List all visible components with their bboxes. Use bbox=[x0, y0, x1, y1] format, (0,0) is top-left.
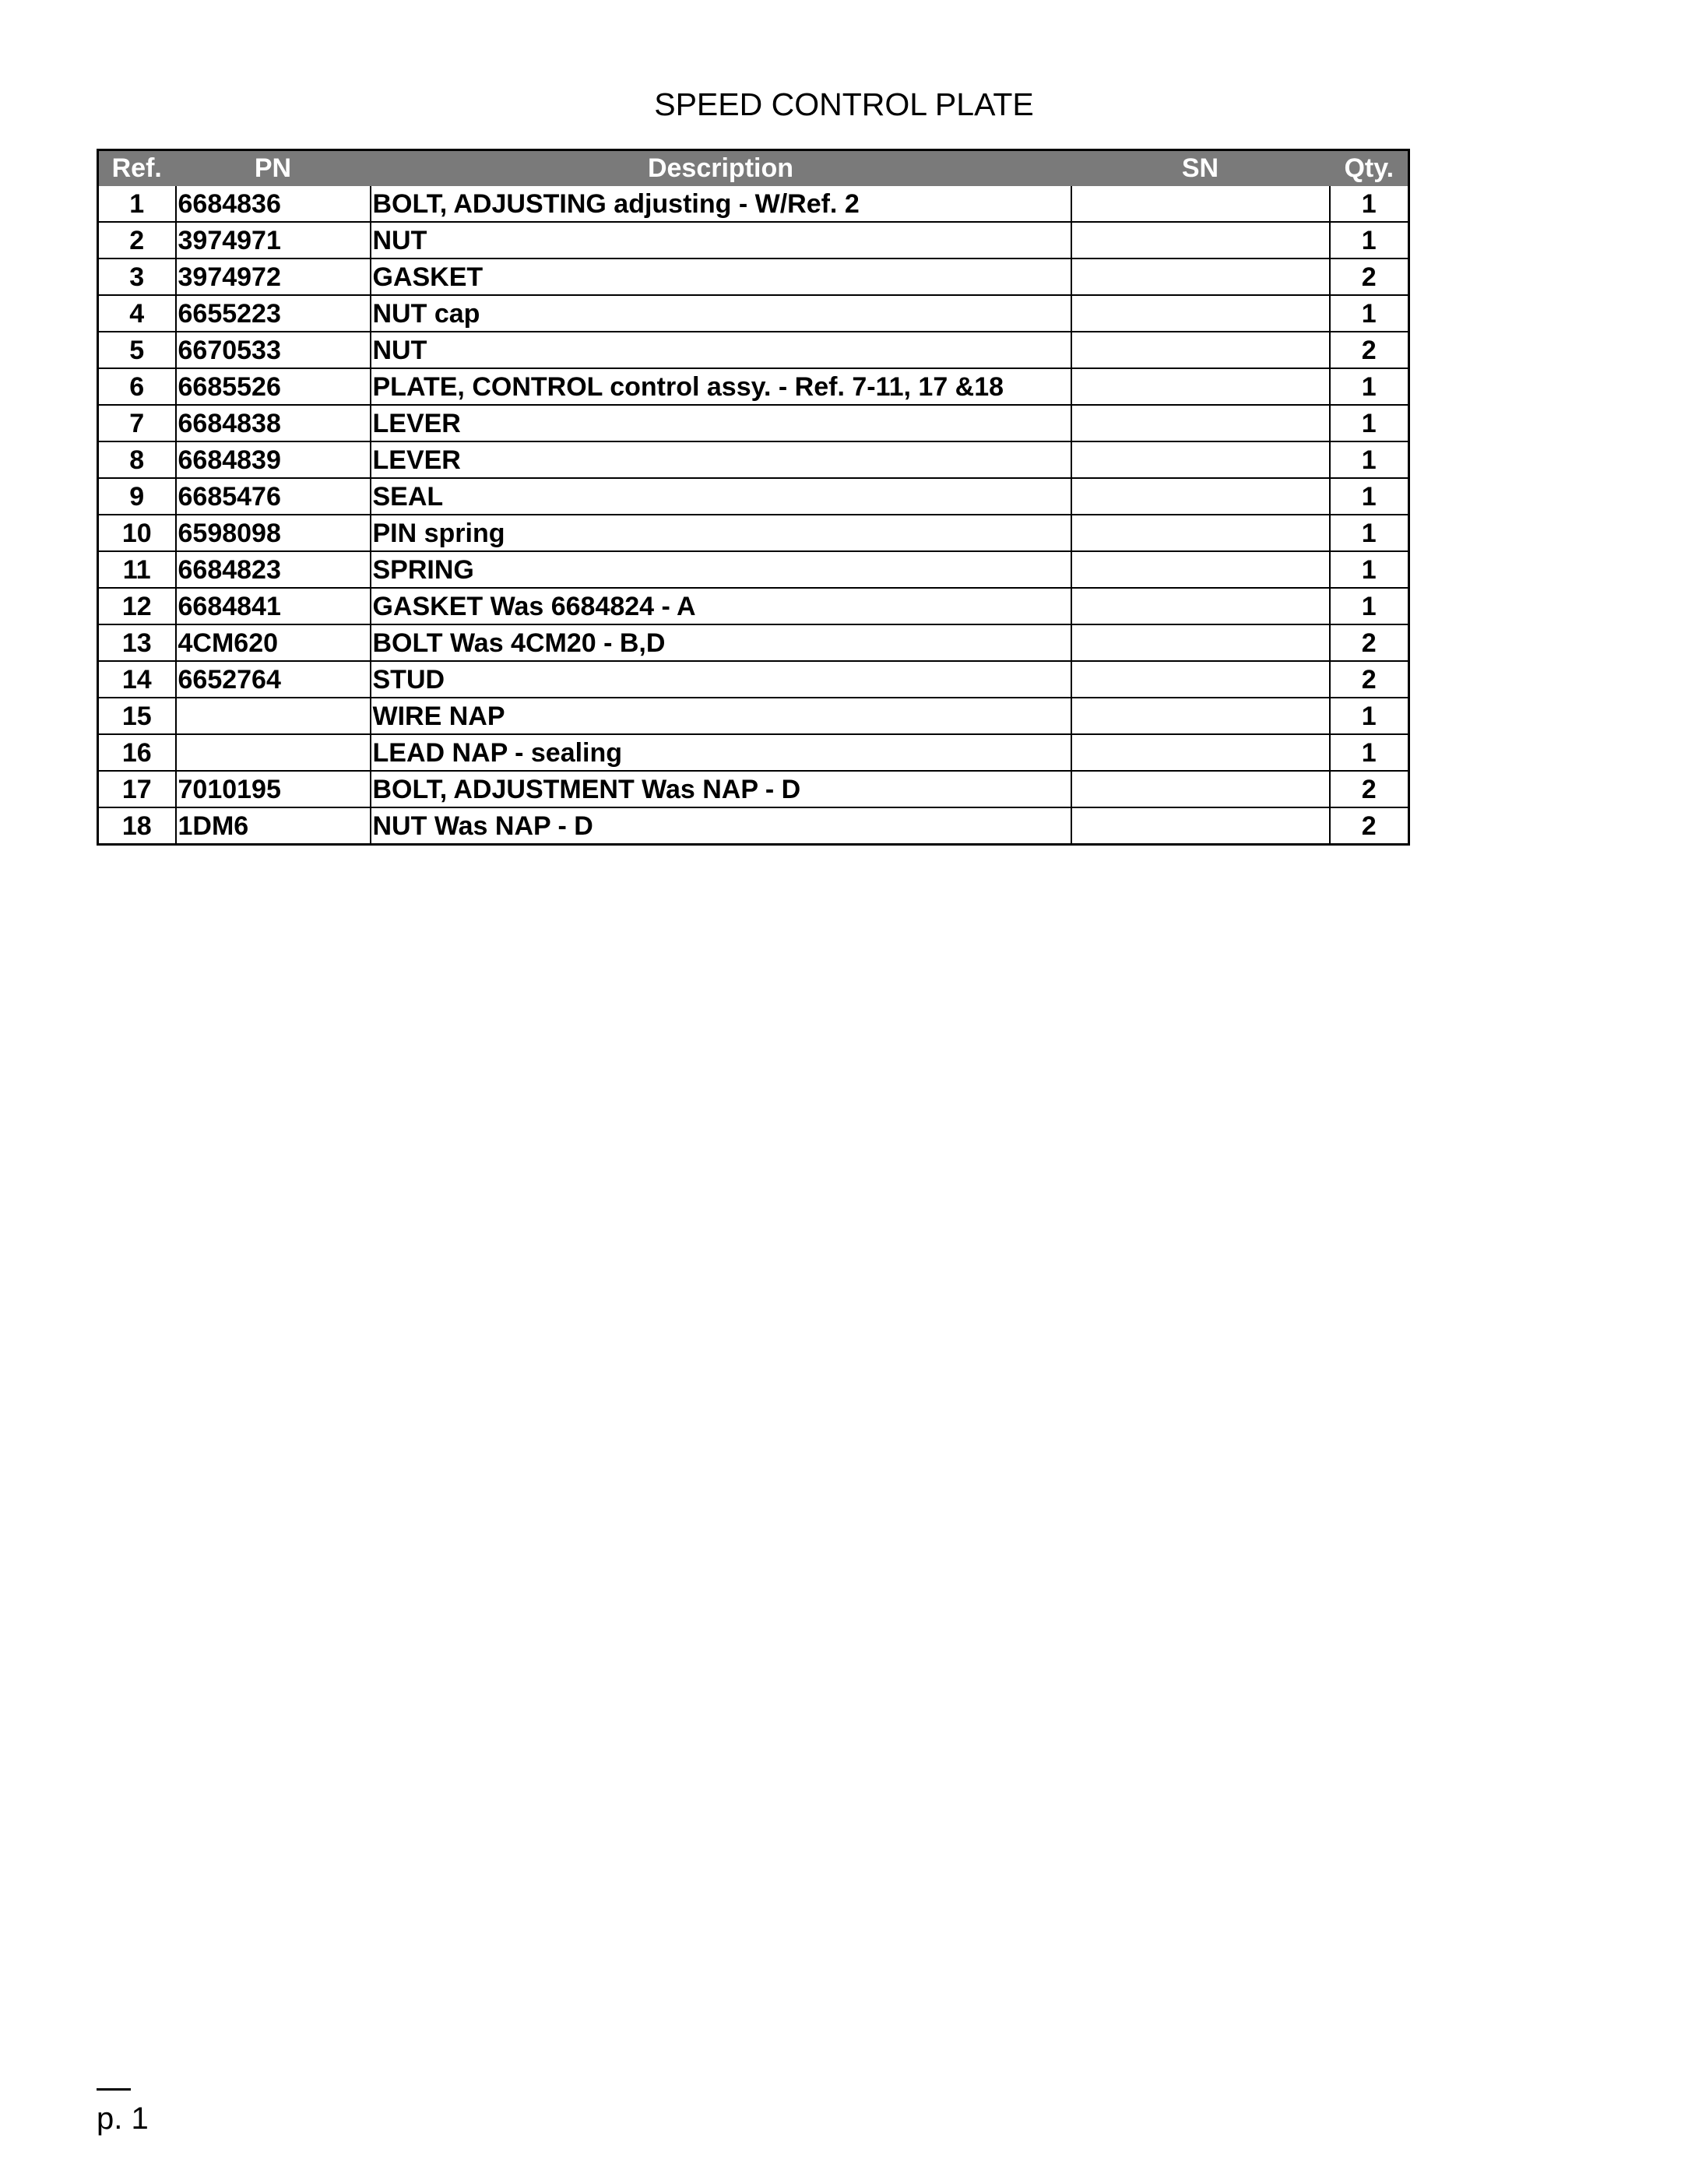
cell-ref: 10 bbox=[98, 515, 176, 551]
footer-rule bbox=[97, 2088, 131, 2091]
cell-qty: 1 bbox=[1330, 441, 1409, 478]
cell-description: PIN spring bbox=[371, 515, 1071, 551]
cell-description: WIRE NAP bbox=[371, 698, 1071, 734]
cell-pn: 6684839 bbox=[176, 441, 371, 478]
parts-table-body bbox=[98, 185, 1409, 845]
cell-qty: 1 bbox=[1330, 222, 1409, 258]
page-number: p. 1 bbox=[97, 2101, 149, 2136]
table-row bbox=[98, 295, 1409, 332]
cell-description: BOLT Was 4CM20 - B,D bbox=[371, 624, 1071, 661]
table-row bbox=[98, 734, 1409, 771]
cell-sn bbox=[1071, 441, 1330, 478]
cell-description: BOLT, ADJUSTING adjusting - W/Ref. 2 bbox=[371, 185, 1071, 222]
cell-description: LEVER bbox=[371, 405, 1071, 441]
cell-qty: 2 bbox=[1330, 807, 1409, 845]
cell-description: STUD bbox=[371, 661, 1071, 698]
cell-sn bbox=[1071, 332, 1330, 368]
cell-ref: 3 bbox=[98, 258, 176, 295]
table-header-row bbox=[98, 150, 1409, 186]
table-row bbox=[98, 332, 1409, 368]
cell-description: LEAD NAP - sealing bbox=[371, 734, 1071, 771]
cell-pn bbox=[176, 734, 371, 771]
cell-sn bbox=[1071, 734, 1330, 771]
parts-table bbox=[97, 149, 1410, 846]
cell-qty: 1 bbox=[1330, 185, 1409, 222]
cell-description: GASKET bbox=[371, 258, 1071, 295]
cell-ref: 17 bbox=[98, 771, 176, 807]
table-row bbox=[98, 588, 1409, 624]
cell-ref: 15 bbox=[98, 698, 176, 734]
table-row bbox=[98, 258, 1409, 295]
table-row bbox=[98, 624, 1409, 661]
header-pn: PN bbox=[176, 150, 371, 186]
cell-description: SEAL bbox=[371, 478, 1071, 515]
cell-pn: 6684838 bbox=[176, 405, 371, 441]
cell-qty: 2 bbox=[1330, 258, 1409, 295]
cell-pn: 1DM6 bbox=[176, 807, 371, 845]
cell-ref: 4 bbox=[98, 295, 176, 332]
cell-description: NUT cap bbox=[371, 295, 1071, 332]
cell-qty: 1 bbox=[1330, 295, 1409, 332]
cell-qty: 1 bbox=[1330, 405, 1409, 441]
header-ref: Ref. bbox=[98, 150, 176, 186]
cell-sn bbox=[1071, 222, 1330, 258]
cell-ref: 11 bbox=[98, 551, 176, 588]
cell-sn bbox=[1071, 368, 1330, 405]
table-row bbox=[98, 405, 1409, 441]
cell-pn: 3974972 bbox=[176, 258, 371, 295]
table-row bbox=[98, 551, 1409, 588]
table-row bbox=[98, 368, 1409, 405]
cell-pn: 6655223 bbox=[176, 295, 371, 332]
cell-ref: 9 bbox=[98, 478, 176, 515]
cell-description: LEVER bbox=[371, 441, 1071, 478]
cell-pn: 4CM620 bbox=[176, 624, 371, 661]
cell-ref: 18 bbox=[98, 807, 176, 845]
cell-ref: 1 bbox=[98, 185, 176, 222]
cell-qty: 1 bbox=[1330, 551, 1409, 588]
cell-ref: 2 bbox=[98, 222, 176, 258]
cell-sn bbox=[1071, 807, 1330, 845]
table-row bbox=[98, 441, 1409, 478]
cell-pn bbox=[176, 698, 371, 734]
cell-description: BOLT, ADJUSTMENT Was NAP - D bbox=[371, 771, 1071, 807]
cell-pn: 6598098 bbox=[176, 515, 371, 551]
cell-ref: 6 bbox=[98, 368, 176, 405]
cell-description: NUT bbox=[371, 332, 1071, 368]
cell-pn: 6684841 bbox=[176, 588, 371, 624]
cell-qty: 2 bbox=[1330, 624, 1409, 661]
cell-pn: 3974971 bbox=[176, 222, 371, 258]
cell-ref: 13 bbox=[98, 624, 176, 661]
cell-ref: 14 bbox=[98, 661, 176, 698]
cell-ref: 7 bbox=[98, 405, 176, 441]
cell-qty: 2 bbox=[1330, 332, 1409, 368]
cell-sn bbox=[1071, 661, 1330, 698]
cell-sn bbox=[1071, 698, 1330, 734]
cell-sn bbox=[1071, 771, 1330, 807]
header-description: Description bbox=[371, 150, 1071, 186]
table-row bbox=[98, 807, 1409, 845]
table-row bbox=[98, 222, 1409, 258]
cell-ref: 5 bbox=[98, 332, 176, 368]
cell-description: GASKET Was 6684824 - A bbox=[371, 588, 1071, 624]
cell-description: PLATE, CONTROL control assy. - Ref. 7-11, 17 &18 bbox=[371, 368, 1071, 405]
cell-qty: 1 bbox=[1330, 478, 1409, 515]
cell-description: NUT Was NAP - D bbox=[371, 807, 1071, 845]
cell-qty: 1 bbox=[1330, 368, 1409, 405]
cell-sn bbox=[1071, 515, 1330, 551]
cell-sn bbox=[1071, 551, 1330, 588]
table-row bbox=[98, 185, 1409, 222]
cell-qty: 2 bbox=[1330, 771, 1409, 807]
cell-qty: 2 bbox=[1330, 661, 1409, 698]
cell-description: NUT bbox=[371, 222, 1071, 258]
cell-pn: 7010195 bbox=[176, 771, 371, 807]
cell-qty: 1 bbox=[1330, 734, 1409, 771]
cell-pn: 6685476 bbox=[176, 478, 371, 515]
header-qty: Qty. bbox=[1330, 150, 1409, 186]
cell-pn: 6652764 bbox=[176, 661, 371, 698]
cell-qty: 1 bbox=[1330, 588, 1409, 624]
table-row bbox=[98, 698, 1409, 734]
table-row bbox=[98, 478, 1409, 515]
cell-sn bbox=[1071, 478, 1330, 515]
cell-pn: 6684836 bbox=[176, 185, 371, 222]
cell-sn bbox=[1071, 185, 1330, 222]
header-sn: SN bbox=[1071, 150, 1330, 186]
table-row bbox=[98, 771, 1409, 807]
cell-ref: 16 bbox=[98, 734, 176, 771]
cell-qty: 1 bbox=[1330, 698, 1409, 734]
cell-sn bbox=[1071, 588, 1330, 624]
page-title: SPEED CONTROL PLATE bbox=[654, 86, 1034, 122]
cell-sn bbox=[1071, 258, 1330, 295]
cell-sn bbox=[1071, 405, 1330, 441]
cell-ref: 12 bbox=[98, 588, 176, 624]
cell-pn: 6670533 bbox=[176, 332, 371, 368]
cell-pn: 6685526 bbox=[176, 368, 371, 405]
cell-ref: 8 bbox=[98, 441, 176, 478]
cell-pn: 6684823 bbox=[176, 551, 371, 588]
cell-qty: 1 bbox=[1330, 515, 1409, 551]
cell-description: SPRING bbox=[371, 551, 1071, 588]
table-row bbox=[98, 515, 1409, 551]
cell-sn bbox=[1071, 624, 1330, 661]
table-row bbox=[98, 661, 1409, 698]
cell-sn bbox=[1071, 295, 1330, 332]
